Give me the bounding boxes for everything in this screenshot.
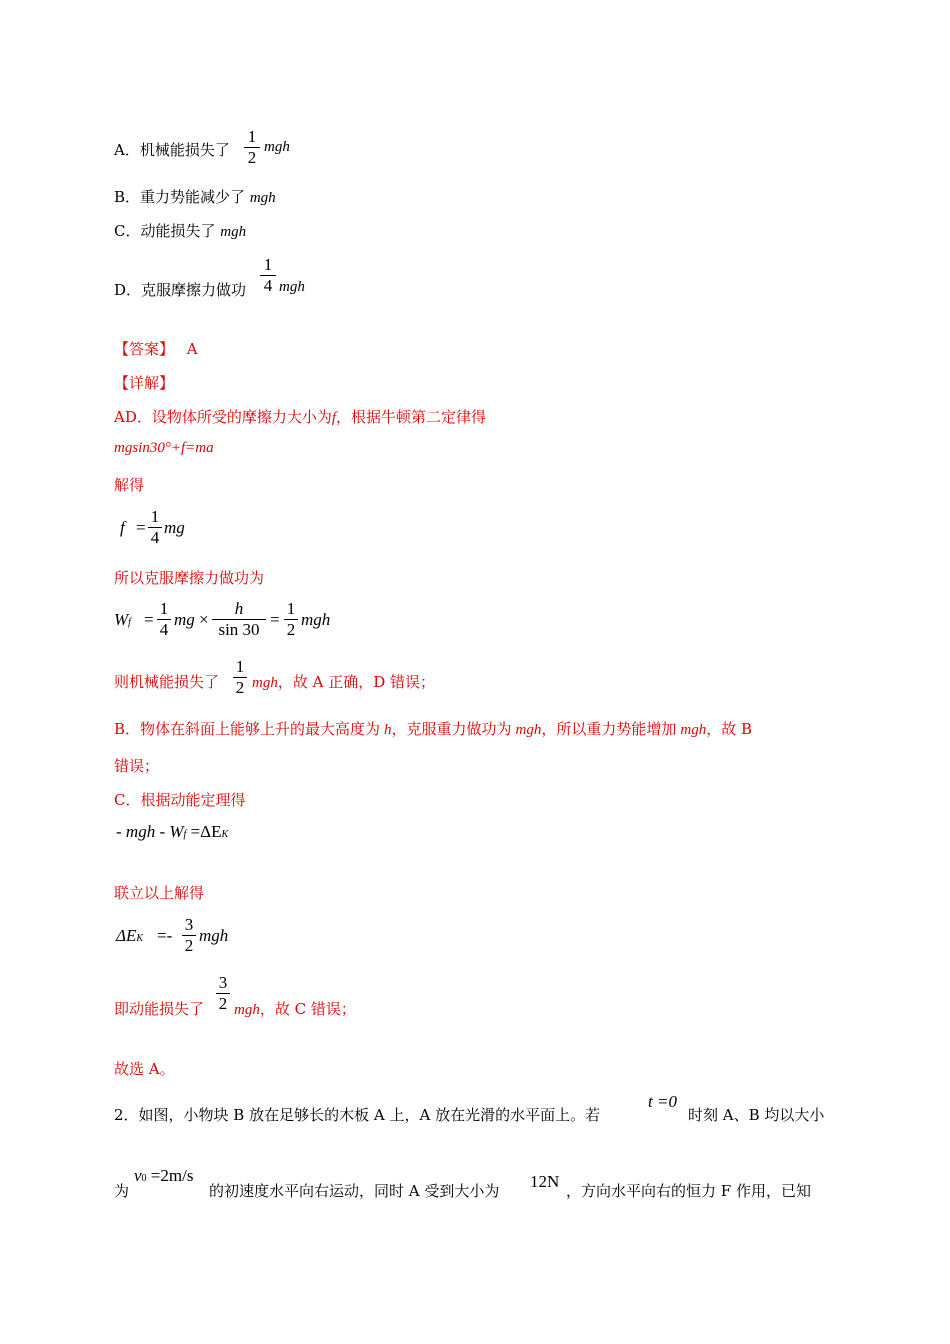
ke-loss-fraction: 3 2 xyxy=(216,974,230,1013)
b-explanation-line1: B．物体在斜面上能够上升的最大高度为 h，克服重力做功为 mgh，所以重力势能增加 mgh，故 B xyxy=(114,720,753,738)
f-eq-fraction: 1 4 xyxy=(148,508,162,547)
solve-label: 解得 xyxy=(114,476,145,494)
option-a xyxy=(114,139,230,160)
fraction-denominator: 4 xyxy=(263,276,273,295)
fraction-denominator: 2 xyxy=(247,148,257,167)
wf-eq-frac1: 1 4 xyxy=(157,600,171,639)
f-eq-lhs: f xyxy=(120,518,125,537)
answer-tag: 【答案】 xyxy=(114,340,175,358)
wf-eq-equals: = xyxy=(144,610,154,629)
wf-eq-times: × xyxy=(199,610,209,629)
mech-loss-tail: mgh，故 A 正确，D 错误； xyxy=(252,673,436,691)
option-d-mgh: mgh xyxy=(279,279,305,295)
dke-eq-lhs: ΔEK xyxy=(116,926,144,945)
combine-label: 联立以上解得 xyxy=(114,884,205,902)
f-eq-mg: mg xyxy=(164,518,185,537)
q2-line2-post: ，方向水平向右的恒力 F 作用，已知 xyxy=(566,1182,811,1200)
option-a-label: A．机械能损失了 xyxy=(114,141,230,159)
dke-eq-fraction: 3 2 xyxy=(182,916,196,955)
q2-line1-post: 时刻 A、B 均以大小 xyxy=(688,1106,825,1124)
option-d-label: D．克服摩擦力做功 xyxy=(114,281,247,299)
c-intro: C．根据动能定理得 xyxy=(114,791,246,809)
mech-loss-fraction: 1 2 xyxy=(233,658,247,697)
choose-answer: 故选 A。 xyxy=(114,1060,175,1078)
dke-eq-mgh: mgh xyxy=(199,926,229,945)
wf-eq-w: Wf xyxy=(114,610,131,629)
q2-line2-pre: 为 xyxy=(114,1182,130,1200)
option-c-mgh: mgh xyxy=(220,224,247,240)
q2-line1-pre: 2．如图，小物块 B 放在足够长的木板 A 上，A 放在光滑的水平面上。若 xyxy=(114,1106,601,1124)
q2-t-equation: t =0 xyxy=(648,1092,677,1111)
f-eq-equals: = xyxy=(136,518,146,537)
wf-eq-frac2: h sin 30 xyxy=(212,600,266,639)
ke-loss-tail: mgh，故 C 错误； xyxy=(234,1000,356,1018)
option-d-fraction xyxy=(260,256,276,295)
option-a-fraction xyxy=(244,128,260,167)
q2-force: 12N xyxy=(530,1172,560,1191)
option-b-mgh: mgh xyxy=(249,190,276,206)
wf-eq-equals2: = xyxy=(270,610,280,629)
option-c xyxy=(114,220,246,241)
fraction-numerator: 1 xyxy=(263,255,273,274)
detail-tag: 【详解】 xyxy=(114,374,175,392)
wf-eq-mgh: mgh xyxy=(301,610,331,629)
option-c-label: C．动能损失了 xyxy=(114,222,216,240)
ke-equation: - mgh - Wf =ΔEK xyxy=(116,822,229,841)
wf-eq-frac3: 1 2 xyxy=(284,600,298,639)
ke-loss-pre: 即动能损失了 xyxy=(114,1000,205,1018)
mech-loss-pre: 则机械能损失了 xyxy=(114,673,220,691)
var-f: f xyxy=(331,410,337,426)
work-intro: 所以克服摩擦力做功为 xyxy=(114,569,265,587)
answer-value: A xyxy=(186,340,198,358)
option-a-mgh: mgh xyxy=(264,139,290,155)
ad-intro: AD．设物体所受的摩擦力大小为f，根据牛顿第二定律得 xyxy=(114,408,487,426)
option-b-label: B．重力势能减少了 xyxy=(114,188,246,206)
dke-eq-equals: =- xyxy=(157,926,173,945)
newton-equation: mgsin30°+f=ma xyxy=(114,440,214,456)
option-b xyxy=(114,186,276,207)
fraction-numerator: 1 xyxy=(247,127,257,146)
q2-v0: v0 =2m/s xyxy=(134,1166,194,1185)
option-d xyxy=(114,279,246,300)
wf-eq-mg: mg xyxy=(174,610,195,629)
b-explanation-line2: 错误； xyxy=(114,757,160,775)
answer-line xyxy=(114,338,198,359)
q2-line2-mid: 的初速度水平向右运动，同时 A 受到大小为 xyxy=(209,1182,500,1200)
